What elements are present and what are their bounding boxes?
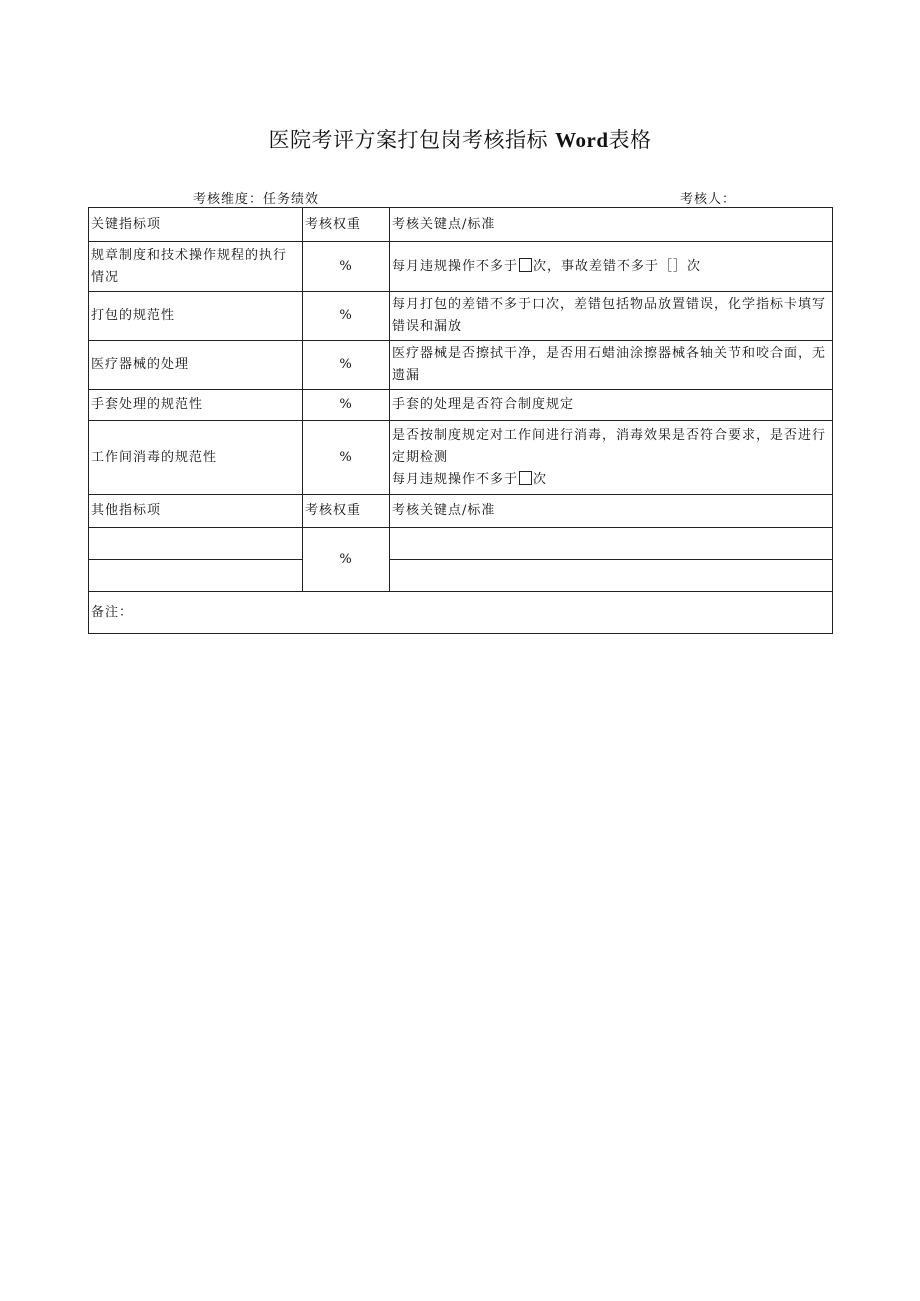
title-suffix: 表格 xyxy=(608,128,652,152)
other-header-item: 其他指标项 xyxy=(89,495,303,528)
blank-box-icon xyxy=(519,258,532,272)
other-item-cell xyxy=(89,560,303,592)
other-criteria-cell xyxy=(390,560,833,592)
other-header-weight: 考核权重 xyxy=(303,495,390,528)
table-row xyxy=(89,341,833,390)
row-item: 医疗器械的处理 xyxy=(89,341,303,390)
other-weight: % xyxy=(303,528,390,592)
header-item: 关键指标项 xyxy=(89,208,303,242)
header-criteria: 考核关键点/标准 xyxy=(390,208,833,242)
row-criteria: 手套的处理是否符合制度规定 xyxy=(390,390,833,421)
row-item: 规章制度和技术操作规程的执行情况 xyxy=(89,242,303,292)
other-item-cell xyxy=(89,528,303,560)
blank-box-icon xyxy=(519,471,532,485)
assessor-label: 考核人： xyxy=(680,192,737,207)
row-weight: % xyxy=(303,292,390,341)
header-weight: 考核权重 xyxy=(303,208,390,242)
other-criteria-cell xyxy=(390,528,833,560)
other-row xyxy=(89,528,833,560)
table-row xyxy=(89,421,833,495)
row-weight: % xyxy=(303,421,390,495)
row-weight: % xyxy=(303,390,390,421)
table-row xyxy=(89,390,833,421)
kpi-table xyxy=(88,207,833,634)
table-row xyxy=(89,242,833,292)
remark-row xyxy=(89,592,833,634)
document-title xyxy=(0,124,920,154)
row-criteria: 是否按制度规定对工作间进行消毒，消毒效果是否符合要求，是否进行定期检测 每月违规操作不多于 次 xyxy=(390,421,833,495)
title-en: Word xyxy=(555,128,609,152)
remark-label: 备注： xyxy=(89,592,833,634)
row-weight: % xyxy=(303,242,390,292)
row-item: 工作间消毒的规范性 xyxy=(89,421,303,495)
table-row xyxy=(89,292,833,341)
row-item: 打包的规范性 xyxy=(89,292,303,341)
title-cn: 医院考评方案打包岗考核指标 xyxy=(268,128,548,152)
other-row xyxy=(89,560,833,592)
row-criteria: 每月违规操作不多于 次，事故差错不多于［］次 xyxy=(390,242,833,292)
other-header-row xyxy=(89,495,833,528)
row-criteria: 每月打包的差错不多于口次，差错包括物品放置错误，化学指标卡填写错误和漏放 xyxy=(390,292,833,341)
row-criteria: 医疗器械是否擦拭干净，是否用石蜡油涂擦器械各轴关节和咬合面，无遗漏 xyxy=(390,341,833,390)
assessment-dimension: 考核维度：任务绩效 xyxy=(193,192,320,207)
row-weight: % xyxy=(303,341,390,390)
table-header-row xyxy=(89,208,833,242)
row-item: 手套处理的规范性 xyxy=(89,390,303,421)
other-header-criteria: 考核关键点/标准 xyxy=(390,495,833,528)
